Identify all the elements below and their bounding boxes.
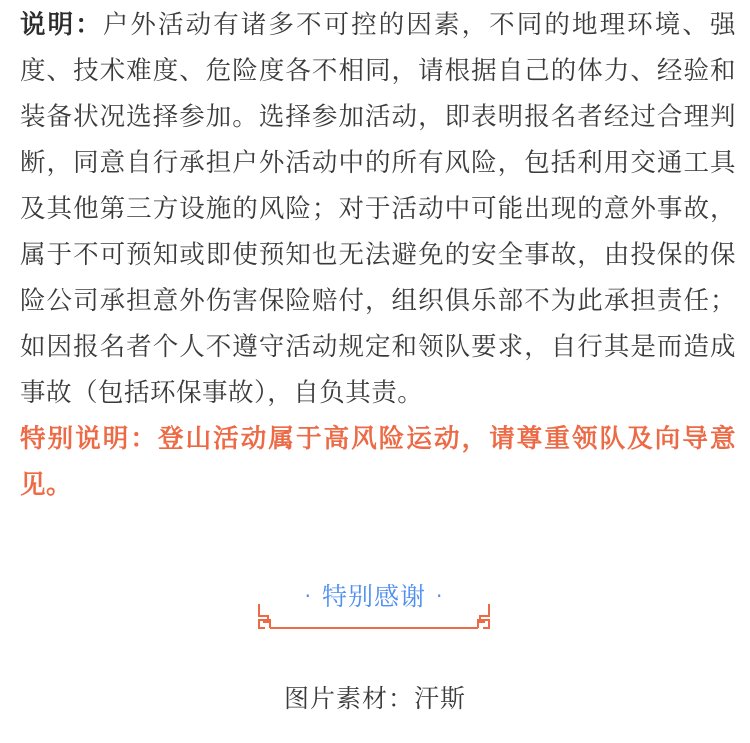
special-notice: 特别说明：登山活动属于高风险运动，请尊重领队及向导意见。 [20, 424, 736, 500]
special-thanks-heading [255, 572, 493, 632]
image-source-credit: 图片素材：汗斯 [283, 684, 466, 713]
decorative-bracket-frame [255, 604, 493, 632]
disclaimer-paragraph [20, 2, 736, 416]
article-content [20, 2, 736, 508]
disclaimer-lead: 说明： [20, 10, 103, 40]
bullet-dot-right: · [436, 584, 444, 608]
special-thanks-title: 特别感谢 [321, 582, 426, 611]
disclaimer-body: 户外活动有诸多不可控的因素，不同的地理环境、强度、技术难度、危险度各不相同，请根据自己的体力、经验和装备状况选择参加。选择参加活动，即表明报名者经过合理判断，同意自行承担户外活动中的所有风险，包括利用交通工具及其他第三方设施的风险；对于活动中可能出现的意外事故，属于不可预知或即使预知也无法避免的安全事故，由投保的保险公司承担意外伤害保险赔付，组织俱乐部不为此承担责任；如因报名者个人不遵守活动规定和领队要求，自行其是而造成事故（包括环保事故），自负其责。 [20, 10, 736, 408]
bullet-dot-left: · [304, 584, 312, 608]
